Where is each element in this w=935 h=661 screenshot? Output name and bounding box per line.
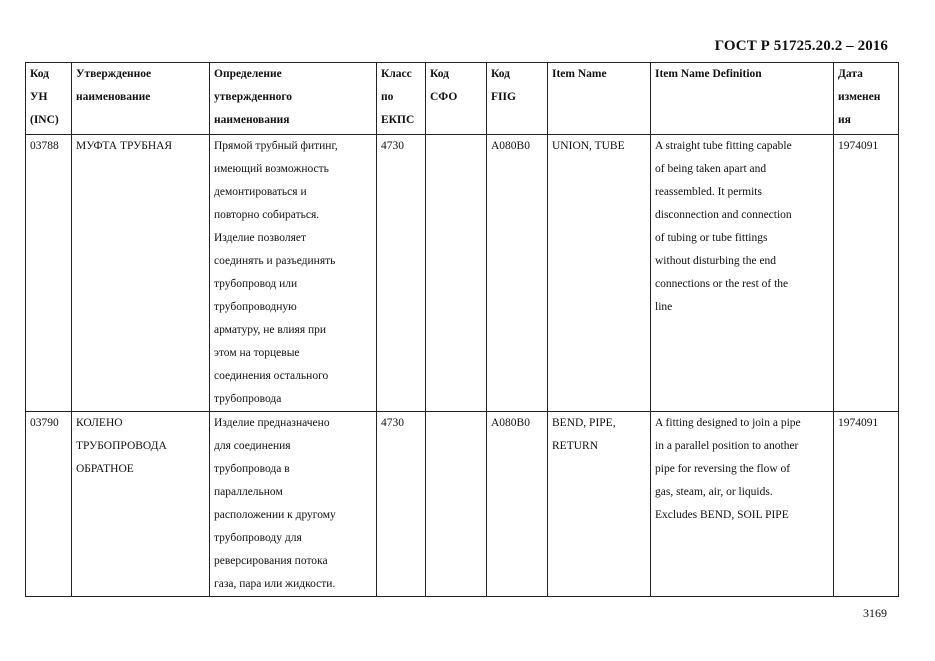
header-approved-name: Утвержденное наименование (72, 63, 210, 135)
cell-fiig: A080B0 (487, 135, 548, 412)
header-fiig-code: Код FIIG (487, 63, 548, 135)
catalog-table (25, 62, 899, 597)
cell-fiig: A080B0 (487, 412, 548, 597)
cell-item-name-definition: A straight tube fitting capable of being taken apart and reassembled. It permits disconnection and connection of tubing or tube fittings without disturbing the end connections or the rest of the line (651, 135, 834, 412)
header-sfo-code: Код СФО (426, 63, 487, 135)
cell-sfo (426, 135, 487, 412)
document-standard-title: ГОСТ Р 51725.20.2 – 2016 (714, 38, 888, 54)
header-definition: Определение утвержденного наименования (210, 63, 377, 135)
cell-class: 4730 (377, 135, 426, 412)
cell-item-name: BEND, PIPE, RETURN (548, 412, 651, 597)
header-item-name: Item Name (548, 63, 651, 135)
cell-definition: Изделие предназначено для соединения трубопровода в параллельном расположении к другому трубопроводу для реверсирования потока газа, пара или жидкости. (210, 412, 377, 597)
table-header-row (26, 63, 899, 135)
cell-item-name-definition: A fitting designed to join a pipe in a parallel position to another pipe for reversing the flow of gas, steam, air, or liquids. Excludes BEND, SOIL PIPE (651, 412, 834, 597)
page-number: 3169 (863, 606, 887, 620)
cell-sfo (426, 412, 487, 597)
table-row (26, 412, 899, 597)
cell-class: 4730 (377, 412, 426, 597)
cell-approved-name: КОЛЕНО ТРУБОПРОВОДА ОБРАТНОЕ (72, 412, 210, 597)
header-code-inc: Код УН (INC) (26, 63, 72, 135)
cell-definition: Прямой трубный фитинг, имеющий возможность демонтироваться и повторно собираться. Изделие позволяет соединять и разъединять трубопровод или трубопроводную арматуру, не влияя при этом на торцевые соединения остального трубопровода (210, 135, 377, 412)
cell-item-name: UNION, TUBE (548, 135, 651, 412)
cell-approved-name: МУФТА ТРУБНАЯ (72, 135, 210, 412)
cell-code: 03788 (26, 135, 72, 412)
cell-code: 03790 (26, 412, 72, 597)
cell-change-date: 1974091 (834, 135, 899, 412)
cell-change-date: 1974091 (834, 412, 899, 597)
header-class: Класс по ЕКПС (377, 63, 426, 135)
header-change-date: Дата изменен ия (834, 63, 899, 135)
table-row (26, 135, 899, 412)
header-item-name-definition: Item Name Definition (651, 63, 834, 135)
